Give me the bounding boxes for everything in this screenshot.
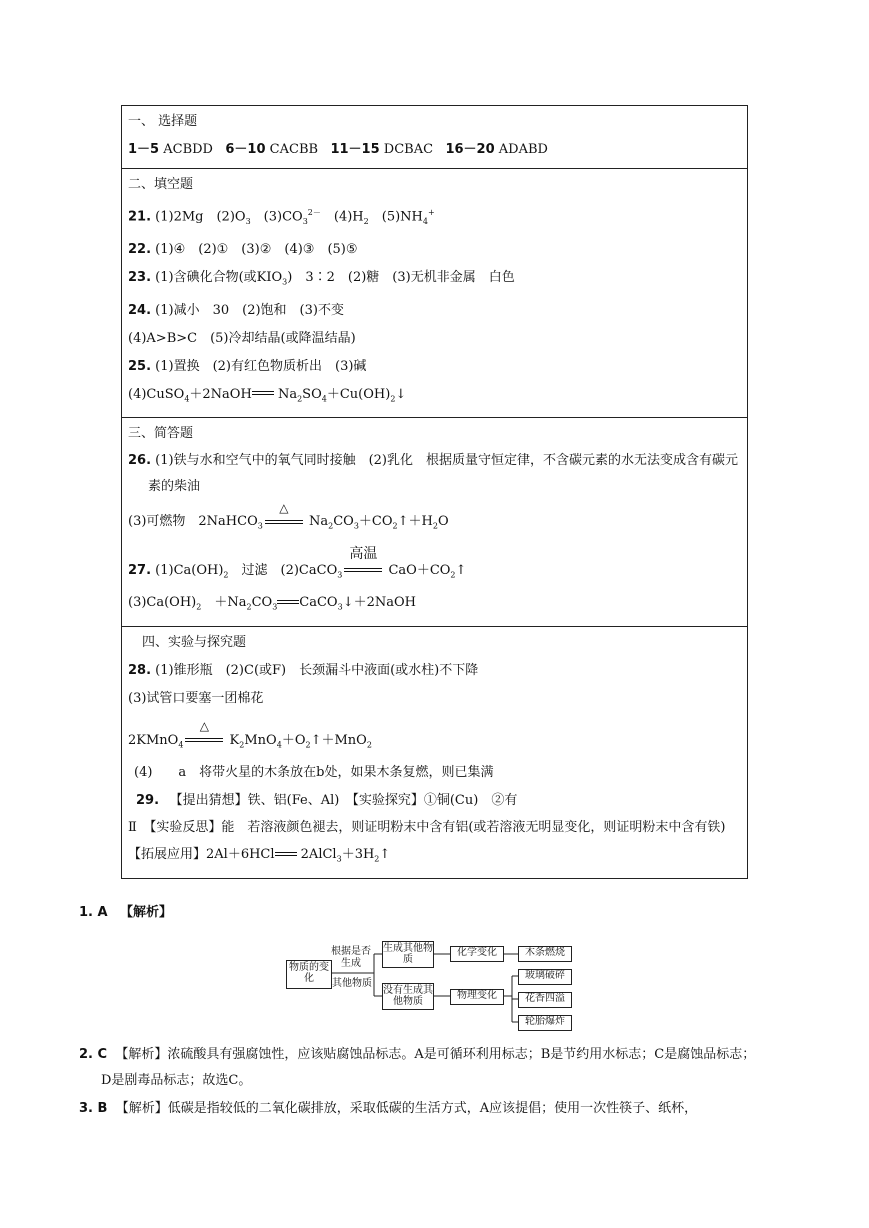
answer-27-equation — [128, 589, 741, 622]
subscript: 2 — [374, 855, 380, 865]
eq-text: ↑ — [379, 847, 391, 863]
explanation-text: 【解析】低碳是指较低的二氧化碳排放，采取低碳的生活方式，A应该提倡；使用一次性筷子、纸杯， — [115, 1101, 698, 1116]
subscript: 2 — [196, 602, 202, 612]
subscript: 2 — [239, 740, 245, 750]
eq-text: ↑＋MnO — [310, 732, 367, 748]
section-heading: 二、填空题 — [128, 177, 194, 192]
superscript: 2－ — [307, 208, 321, 217]
question-number: 24. — [128, 302, 152, 318]
explanation-tag: 【解析】 — [119, 905, 172, 920]
answer-text: (1)锥形瓶 (2)C(或F) 长颈漏斗中液面(或水柱)不下降 — [155, 662, 479, 678]
explanation-2 — [79, 1042, 761, 1094]
eq-text: CO — [251, 595, 273, 611]
range-answers: CACBB — [269, 142, 319, 157]
section-heading: 一、 选择题 — [128, 114, 198, 129]
subscript: 4 — [184, 394, 190, 404]
eq-text: O — [437, 514, 449, 530]
eq-text: 2AlCl — [296, 847, 337, 863]
answer-29-reflection: Ⅱ 【实验反思】能 若溶液颜色褪去，则证明粉末中含有铝(或若溶液无明显变化，则证明粉末中含有铁) — [128, 820, 726, 836]
eq-text: SO — [302, 386, 322, 402]
answer-26 — [128, 448, 741, 500]
subscript: 2 — [390, 394, 396, 404]
answer-text: ) 3∶2 (2)糖 (3)无机非金属 白色 — [287, 269, 515, 285]
subscript: 2 — [223, 570, 229, 580]
eq-text: ＋Cu(OH) — [326, 386, 391, 402]
example-physical-box: 玻璃破碎 — [518, 969, 572, 985]
answer-text: (1)Ca(OH) — [155, 562, 224, 578]
answer-text: (1)减小 30 (2)饱和 (3)不变 — [155, 302, 344, 318]
question-number: 29. — [136, 793, 160, 809]
answer-23 — [128, 264, 741, 297]
answer-28 — [128, 657, 741, 685]
range-label: 11－15 — [330, 142, 380, 157]
subscript: 2 — [363, 216, 369, 226]
section-heading: 四、实验与探究题 — [142, 634, 247, 650]
eq-text: ＋2NaOH — [189, 386, 252, 402]
range-label: 16－20 — [445, 142, 495, 157]
eq-text: 【拓展应用】2Al＋6HCl — [128, 847, 275, 863]
subscript: 2 — [392, 521, 398, 531]
classification-diagram — [286, 940, 586, 1035]
subscript: 3 — [245, 216, 251, 226]
range-answers: ACBDD — [163, 142, 213, 157]
subscript: 2 — [305, 740, 311, 750]
eq-text: (3)可燃物 2NaHCO — [128, 514, 258, 530]
subscript: 2 — [450, 570, 456, 580]
answer-22 — [128, 236, 741, 264]
range-label: 1－5 — [128, 142, 160, 157]
answer-text: 过滤 (2)CaCO — [228, 562, 338, 578]
subscript: 3 — [272, 602, 278, 612]
condition-label: △ — [199, 719, 210, 734]
condition-label: △ — [279, 500, 289, 515]
range-label: 6－10 — [225, 142, 266, 157]
subscript: 2 — [366, 740, 372, 750]
answer-text: (3)CO — [250, 209, 303, 225]
answer-text: 【提出猜想】铁、铝(Fe、Al) 【实验探究】①铜(Cu) ②有 — [163, 793, 518, 809]
subscript: 3 — [336, 855, 342, 865]
subscript: 3 — [337, 570, 343, 580]
explanation-3 — [79, 1096, 759, 1122]
answer-24-cont: (4)A>B>C (5)冷却结晶(或降温结晶) — [128, 330, 356, 346]
section-experiment — [122, 626, 747, 878]
equals-sign — [277, 598, 299, 608]
eq-text: ↑＋H — [397, 514, 433, 530]
chemical-change-box: 化学变化 — [450, 946, 504, 962]
example-physical-box: 轮胎爆炸 — [518, 1015, 572, 1031]
answer-text: (5)NH — [368, 209, 423, 225]
answer-29 — [128, 787, 741, 815]
section-multiple-choice — [122, 106, 747, 168]
equals-sign — [252, 389, 274, 399]
physical-change-box: 物理变化 — [450, 989, 504, 1005]
answer-text: (1)2Mg (2)O — [155, 209, 246, 225]
eq-text: 2KMnO — [128, 732, 179, 748]
condition-label: 高温 — [349, 546, 378, 563]
subscript: 4 — [276, 740, 282, 750]
answer-text: ↑ — [455, 562, 467, 578]
answer-24 — [128, 297, 741, 325]
range-answers: ADABD — [498, 142, 548, 157]
choice-answers-row — [128, 136, 741, 164]
subscript: 4 — [422, 216, 428, 226]
range-answers: DCBAC — [383, 142, 434, 157]
answer-28-cont: (3)试管口要塞一团棉花 — [128, 690, 264, 706]
answer-text: (1)铁与水和空气中的氧气同时接触 (2)乳化 根据质量守恒定律，不含碳元素的水无法变成含有碳元素的柴油 — [148, 453, 739, 495]
eq-text: CO — [333, 514, 354, 530]
answer-text: (1)置换 (2)有红色物质析出 (3)碱 — [155, 358, 367, 374]
question-number: 25. — [128, 358, 152, 374]
subscript: 2 — [297, 394, 303, 404]
explanation-text: 【解析】浓硫酸具有强腐蚀性，应该贴腐蚀品标志。A是可循环利用标志；B是节约用水标志；C是腐蚀品标志；D是剧毒品标志；故选C。 — [101, 1047, 756, 1088]
section-heading: 三、简答题 — [128, 426, 194, 442]
subscript: 3 — [337, 602, 343, 612]
question-number: 21. — [128, 209, 152, 225]
answer-table — [121, 105, 748, 879]
explanation-number: 3. B — [79, 1101, 108, 1116]
eq-text: (3)Ca(OH) — [128, 595, 197, 611]
question-number: 22. — [128, 241, 152, 257]
eq-text: ↓＋2NaOH — [342, 595, 416, 611]
subscript: 3 — [353, 521, 359, 531]
question-number: 27. — [128, 562, 152, 578]
subscript: 4 — [178, 740, 184, 750]
answer-text: (1)含碘化合物(或KIO — [155, 269, 283, 285]
example-chemical-box: 木条燃烧 — [518, 946, 572, 962]
section-fill-in — [122, 168, 747, 417]
subscript: 3 — [282, 277, 288, 287]
answer-28-part4: (4) a 将带火星的木条放在b处，如果木条复燃，则已集满 — [134, 765, 494, 781]
equals-sign — [275, 850, 297, 860]
answer-28-equation — [128, 719, 741, 760]
answer-21 — [128, 199, 741, 236]
explanation-number: 1. A — [79, 905, 108, 920]
question-number: 26. — [128, 453, 152, 469]
reaction-condition — [185, 719, 223, 748]
answer-25-equation — [128, 381, 741, 414]
answer-25 — [128, 353, 741, 381]
branch-no-new-substance-box: 没有生成其他物质 — [382, 983, 434, 1010]
subscript: 4 — [321, 394, 327, 404]
question-number: 23. — [128, 269, 152, 285]
subscript: 3 — [302, 216, 308, 226]
eq-text: ＋O — [281, 732, 306, 748]
eq-text: ＋Na — [201, 595, 247, 611]
answer-29-application — [128, 841, 741, 874]
reaction-condition — [265, 500, 303, 530]
explanation-1 — [79, 900, 759, 926]
answer-text: (4)H — [320, 209, 364, 225]
eq-text: ＋CO — [358, 514, 393, 530]
example-physical-box: 花香四溢 — [518, 992, 572, 1008]
eq-text: K — [225, 732, 240, 748]
root-box: 物质的变化 — [286, 960, 332, 989]
answer-26-equation — [128, 500, 741, 541]
subscript: 2 — [432, 521, 438, 531]
subscript: 3 — [257, 521, 263, 531]
eq-text: CaCO — [299, 595, 338, 611]
subscript: 2 — [328, 521, 334, 531]
reaction-condition — [344, 546, 382, 578]
answer-27 — [128, 546, 741, 590]
eq-text: ↓ — [395, 386, 407, 402]
superscript: + — [427, 208, 435, 217]
answer-text: CaO＋CO — [384, 562, 451, 578]
eq-text: (4)CuSO — [128, 386, 185, 402]
section-short-answer — [122, 417, 747, 626]
eq-text: Na — [304, 514, 329, 530]
subscript: 2 — [246, 602, 252, 612]
branch-new-substance-box: 生成其他物质 — [382, 941, 434, 968]
condition-top-label: 根据是否生成 — [331, 946, 371, 969]
eq-text: MnO — [244, 732, 277, 748]
answer-text: (1)④ (2)① (3)② (4)③ (5)⑤ — [155, 241, 358, 257]
eq-text: Na — [273, 386, 298, 402]
question-number: 28. — [128, 662, 152, 678]
eq-text: ＋3H — [341, 847, 375, 863]
explanation-number: 2. C — [79, 1047, 108, 1062]
condition-bottom-label: 其他物质 — [332, 978, 372, 989]
